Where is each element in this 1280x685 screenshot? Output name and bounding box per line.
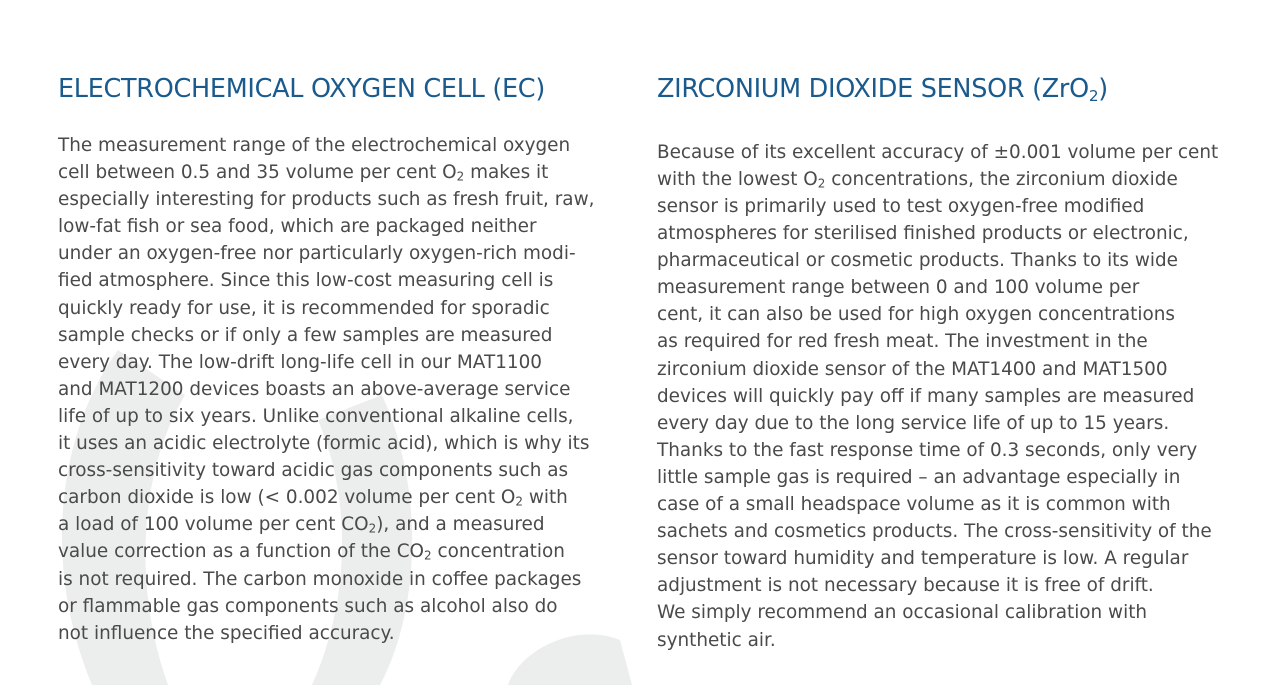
paragraph-line	[58, 240, 618, 267]
line-text: case of a small headspace volume as it is common with	[657, 494, 1171, 516]
paragraph-line	[58, 511, 618, 538]
line-text: Because of its excellent accuracy of ±0.001 volume per cent	[657, 141, 1219, 163]
line-text: concentrations, the zirconium dioxide	[825, 168, 1178, 190]
zro2-sensor-heading	[657, 72, 1237, 113]
line-text: synthetic air.	[657, 629, 776, 651]
line-text: sensor toward humidity and temperature is low. A regular	[657, 548, 1189, 570]
paragraph-line	[58, 295, 618, 322]
ec-cell-paragraph	[58, 132, 618, 647]
paragraph-line	[657, 193, 1237, 220]
paragraph-line	[657, 572, 1237, 599]
line-text: life of up to six years. Unlike conventional alkaline cells,	[58, 405, 574, 427]
paragraph-line	[58, 267, 618, 294]
line-text: every day due to the long service life of up to 15 years.	[657, 412, 1170, 434]
paragraph-line	[58, 403, 618, 430]
ec-cell-section	[58, 72, 618, 647]
line-text: sachets and cosmetics products. The cross-sensitivity of the	[657, 521, 1212, 543]
line-text: low-fat fish or sea food, which are packaged neither	[58, 216, 537, 238]
line-text: ), and a measured	[376, 514, 545, 536]
line-text: adjustment is not necessary because it is free of drift.	[657, 575, 1154, 597]
paragraph-line	[58, 132, 618, 159]
zro2-heading-close: )	[1098, 74, 1108, 104]
line-text: cell between 0.5 and 35 volume per cent O	[58, 162, 457, 184]
paragraph-line	[657, 545, 1237, 572]
line-text: is not required. The carbon monoxide in coffee packages	[58, 568, 582, 590]
paragraph-line	[657, 627, 1237, 654]
paragraph-line	[657, 410, 1237, 437]
line-text: We simply recommend an occasional calibration with	[657, 602, 1148, 624]
line-text: makes it	[464, 162, 549, 184]
paragraph-line	[657, 437, 1237, 464]
line-text: concentration	[431, 541, 565, 563]
zro2-heading-text: ZIRCONIUM DIOXIDE SENSOR (ZrO	[657, 74, 1089, 104]
paragraph-line	[58, 186, 618, 213]
zro2-sensor-section	[657, 72, 1237, 654]
subscript: 2	[368, 521, 377, 536]
line-text: and MAT1200 devices boasts an above-average service	[58, 378, 571, 400]
paragraph-line	[657, 247, 1237, 274]
paragraph-line	[58, 593, 618, 620]
zro2-heading-subscript: 2	[1088, 86, 1099, 105]
paragraph-line	[657, 518, 1237, 545]
line-text: zirconium dioxide sensor of the MAT1400 and MAT1500	[657, 358, 1168, 380]
line-text: with the lowest O	[657, 168, 818, 190]
line-text: fied atmosphere. Since this low-cost measuring cell is	[58, 270, 554, 292]
line-text: cross-sensitivity toward acidic gas components such as	[58, 460, 569, 482]
line-text: sensor is primarily used to test oxygen-free modified	[657, 196, 1145, 217]
paragraph-line	[58, 566, 618, 593]
paragraph-line	[657, 301, 1237, 328]
line-text: carbon dioxide is low (< 0.002 volume per cent O	[58, 487, 516, 509]
paragraph-line	[58, 159, 618, 186]
line-text: devices will quickly pay off if many samples are measured	[657, 385, 1195, 407]
paragraph-line	[58, 484, 618, 511]
paragraph-line	[657, 328, 1237, 355]
paragraph-line	[657, 599, 1237, 626]
line-text: atmospheres for sterilised finished products or electronic,	[657, 223, 1189, 245]
line-text: sample checks or if only a few samples are measured	[58, 324, 553, 346]
line-text: value correction as a function of the CO	[58, 541, 425, 563]
line-text: cent, it can also be used for high oxygen concentrations	[657, 304, 1175, 326]
line-text: measurement range between 0 and 100 volume per	[657, 277, 1140, 299]
line-text: every day. The low-drift long-life cell in our MAT1100	[58, 351, 542, 373]
line-text: The measurement range of the electrochemical oxygen	[58, 135, 571, 156]
paragraph-line	[657, 166, 1237, 193]
line-text: not influence the specified accuracy.	[58, 622, 395, 644]
paragraph-line	[657, 356, 1237, 383]
paragraph-line	[58, 376, 618, 403]
line-text: little sample gas is required – an advantage especially in	[657, 466, 1181, 488]
line-text: especially interesting for products such as fresh fruit, raw,	[58, 189, 595, 211]
line-text: under an oxygen-free nor particularly oxygen-rich modi-	[58, 243, 576, 265]
paragraph-line	[58, 213, 618, 240]
paragraph-line	[657, 274, 1237, 301]
ec-cell-heading: ELECTROCHEMICAL OXYGEN CELL (EC)	[58, 74, 545, 104]
paragraph-line	[657, 464, 1237, 491]
paragraph-line	[58, 457, 618, 484]
paragraph-line	[657, 491, 1237, 518]
paragraph-line	[58, 538, 618, 565]
paragraph-line	[657, 383, 1237, 410]
paragraph-line	[58, 430, 618, 457]
paragraph-line	[58, 349, 618, 376]
line-text: as required for red fresh meat. The investment in the	[657, 331, 1148, 353]
subscript: 2	[424, 548, 432, 563]
line-text: with	[522, 487, 568, 509]
line-text: pharmaceutical or cosmetic products. Thanks to its wide	[657, 250, 1178, 272]
paragraph-line	[657, 139, 1237, 166]
zro2-sensor-paragraph	[657, 139, 1237, 654]
line-text: quickly ready for use, it is recommended for sporadic	[58, 297, 550, 319]
line-text: or flammable gas components such as alcohol also do	[58, 595, 558, 617]
line-text: a load of 100 volume per cent CO	[58, 514, 369, 536]
paragraph-line	[58, 322, 618, 349]
line-text: Thanks to the fast response time of 0.3 seconds, only very	[657, 439, 1198, 461]
subscript: 2	[456, 169, 465, 184]
paragraph-line	[58, 620, 618, 647]
subscript: 2	[515, 494, 523, 509]
paragraph-line	[657, 220, 1237, 247]
line-text: it uses an acidic electrolyte (formic acid), which is why its	[58, 433, 590, 455]
subscript: 2	[817, 176, 826, 191]
